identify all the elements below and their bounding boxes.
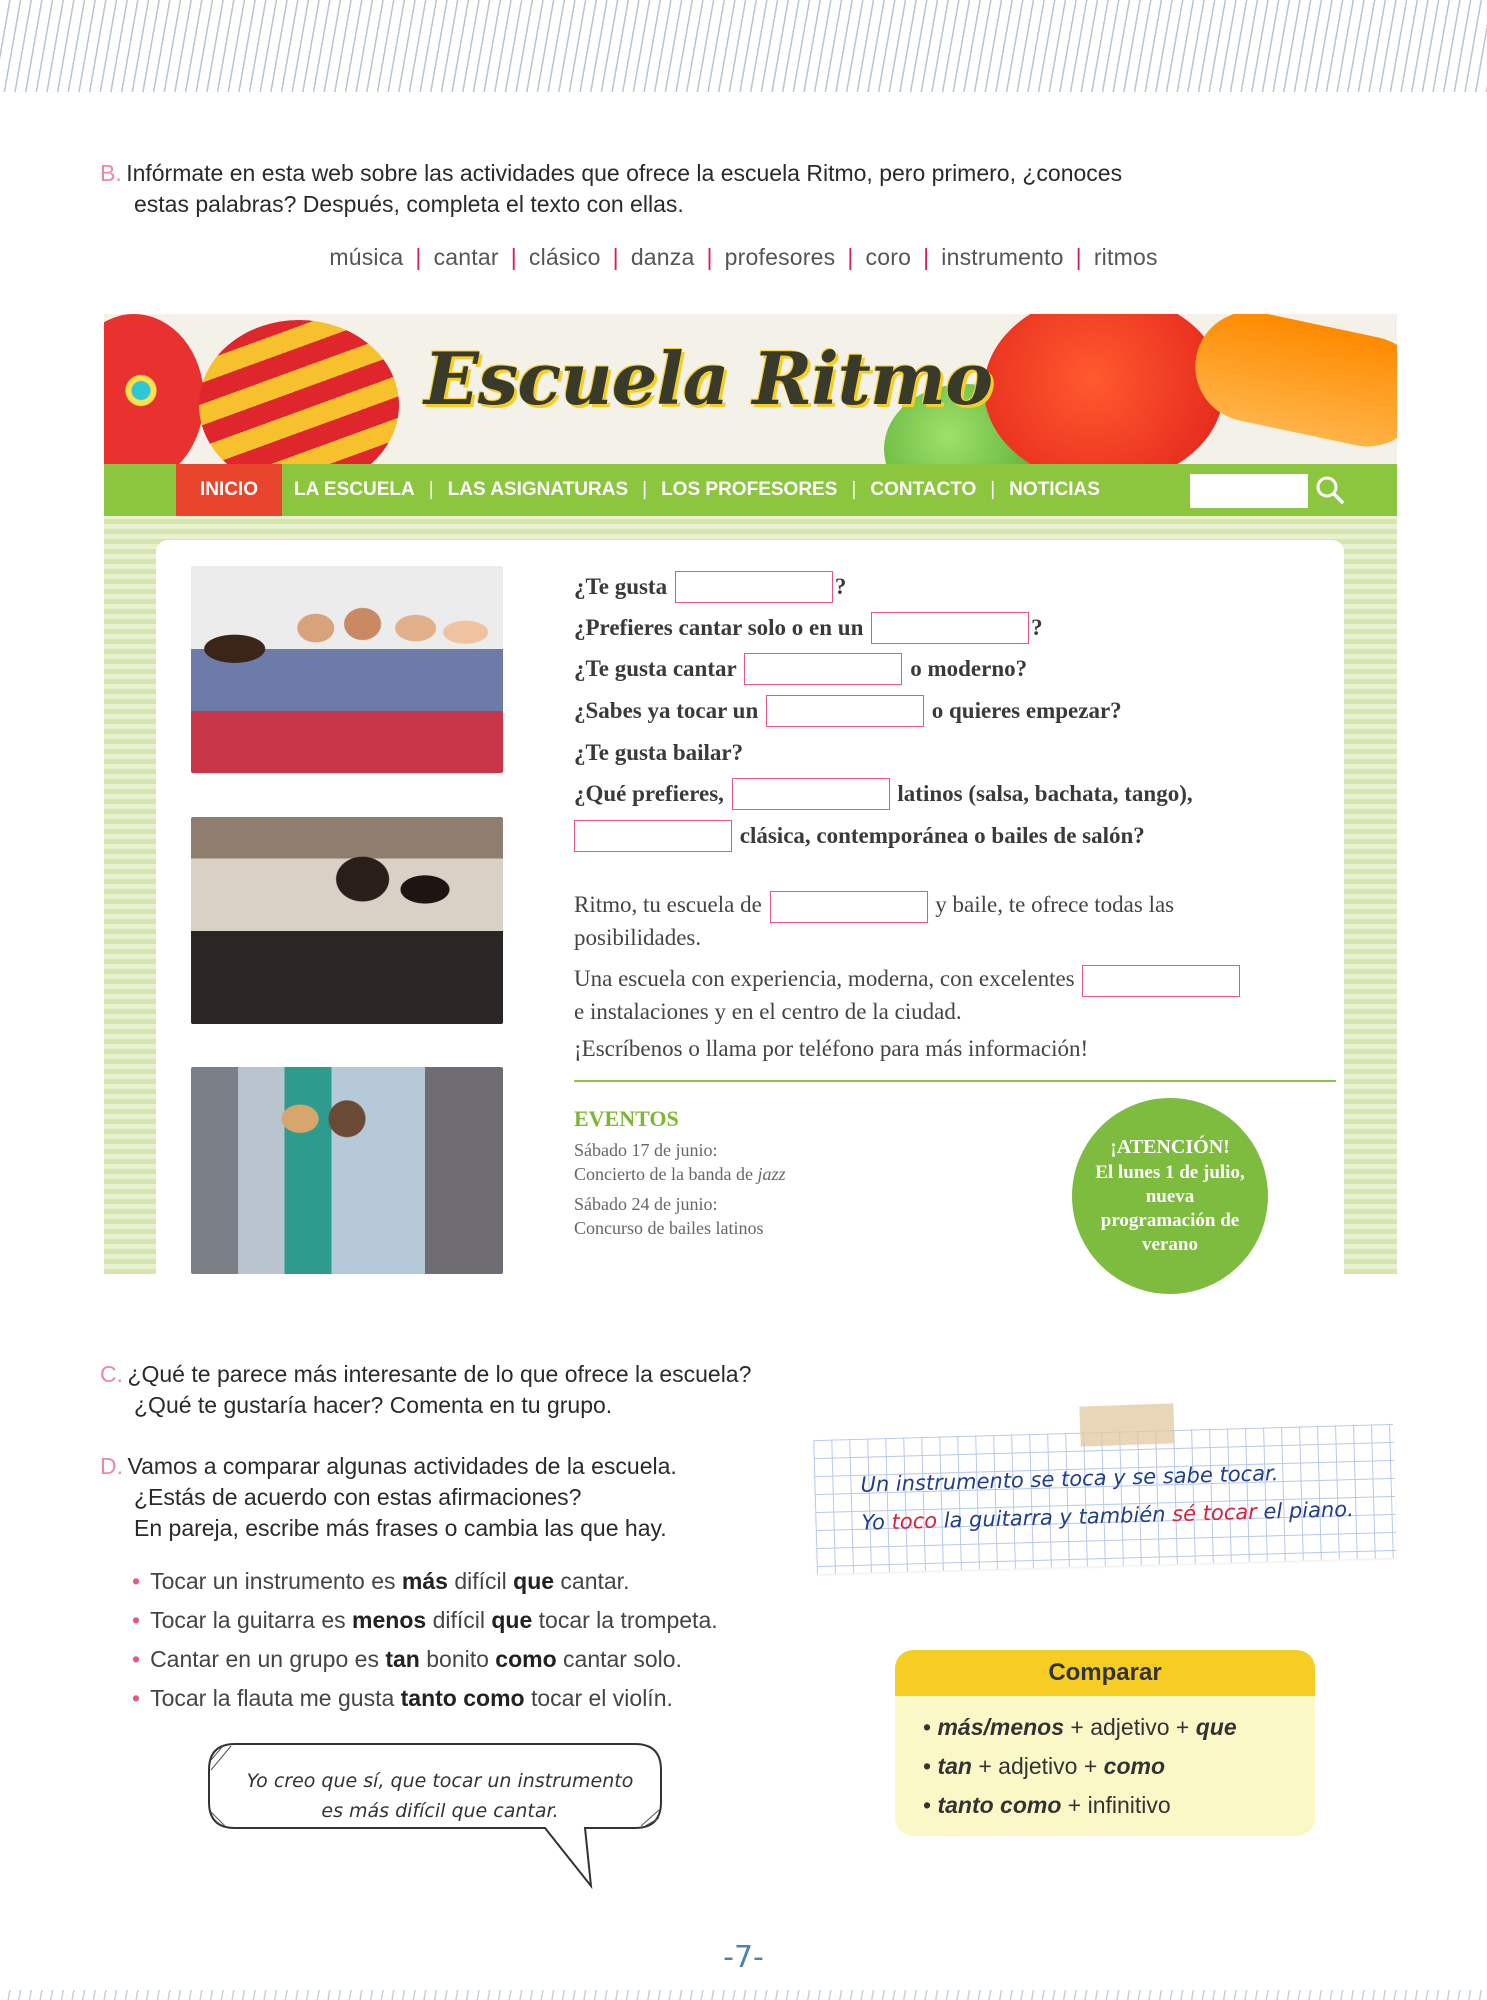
top-hatch-border [0,0,1487,92]
section-d-line2: ¿Estás de acuerdo con estas afirmaciones? [134,1484,582,1510]
section-letter-b: B. [100,160,122,186]
nav-item-noticias[interactable]: NOTICIAS [1009,479,1100,500]
website-mockup [104,314,1397,1274]
word-bank-separator: | [923,244,930,270]
event-1 [574,1138,785,1186]
section-c-line2: ¿Qué te gustaría hacer? Comenta en tu grupo. [134,1392,613,1418]
question-text: o moderno? [910,656,1028,681]
nav-item-la-escuela[interactable]: LA ESCUELA [294,479,415,500]
paragraph-text: y baile, te ofrece todas las [935,892,1175,917]
word-bank-item: música [329,244,404,270]
list-item: • Cantar en un grupo es tan bonito como cantar solo. [132,1646,682,1672]
comparar-rule: • tan + adjetivo + como [923,1753,1165,1779]
question-text: ¿Te gusta cantar [574,656,737,681]
word-bank-separator: | [847,244,854,270]
site-logo: Escuela Ritmo [424,336,993,421]
word-bank-item: cantar [433,244,499,270]
word-bank-item: coro [865,244,912,270]
dance-class-photo [191,1067,503,1274]
site-navbar [104,464,1397,516]
word-bank-separator: | [706,244,713,270]
nav-separator: | [428,479,434,500]
list-item: • Tocar la flauta me gusta tanto como tocar el violín. [132,1685,673,1711]
question-text: o quieres empezar? [931,698,1122,723]
answer-blank[interactable] [766,695,924,727]
list-item: • Tocar un instrumento es más difícil que cantar. [132,1568,630,1594]
answer-blank[interactable] [675,571,833,603]
word-bank-item: profesores [724,244,836,270]
nav-item-los-profesores[interactable]: LOS PROFESORES [661,479,838,500]
answer-blank[interactable] [770,891,928,923]
word-bank-separator: | [612,244,619,270]
attention-badge [1072,1098,1268,1294]
comparison-statements [132,1562,718,1718]
question-text: latinos (salsa, bachata, tango), [897,781,1193,806]
question-1 [574,570,846,604]
answer-blank[interactable] [871,612,1029,644]
bottom-hatch-border [0,1990,1487,2000]
site-search-input[interactable] [1190,474,1308,508]
maraca-image [199,320,399,464]
answer-blank[interactable] [1082,965,1240,997]
event-2 [574,1192,763,1240]
comparar-grammar-box [895,1650,1315,1836]
question-4 [574,694,1122,728]
site-content-card [156,540,1344,1274]
note-line: Yo toco la guitarra y también sé tocar el piano. [861,1497,1355,1535]
word-bank-item: instrumento [941,244,1064,270]
event-date: Sábado 24 de junio: [574,1194,718,1214]
paragraph-text: Ritmo, tu escuela de [574,892,762,917]
answer-blank[interactable] [732,778,890,810]
nav-item-contacto[interactable]: CONTACTO [870,479,977,500]
word-bank [0,244,1487,271]
maraca-image [984,314,1224,464]
question-text: ? [1031,615,1043,640]
paragraph-intro [574,890,1334,952]
nav-item-las-asignaturas[interactable]: LAS ASIGNATURAS [447,479,629,500]
choir-photo [191,566,503,773]
paragraph-contact: ¡Escríbenos o llama por teléfono para más información! [574,1036,1089,1061]
grid-note [813,1424,1397,1574]
paragraph-text: Una escuela con experiencia, moderna, con excelentes [574,966,1075,991]
question-7 [574,819,1145,853]
event-date: Sábado 17 de junio: [574,1140,718,1160]
tape-strip [1079,1403,1174,1446]
word-bank-separator: | [510,244,517,270]
question-text: ¿Qué prefieres, [574,781,724,806]
comparar-rule: • más/menos + adjetivo + que [923,1714,1237,1740]
bullet-icon: • [132,1568,141,1594]
comparar-title: Comparar [895,1650,1315,1696]
bullet-icon: • [132,1607,141,1633]
maraca-image [104,314,204,464]
speech-bubble-text [230,1766,650,1826]
paragraph-text: e instalaciones y en el centro de la ciudad. [574,998,962,1024]
event-description: Concurso de bailes latinos [574,1218,764,1238]
paragraph-school [574,964,1334,1026]
list-item: • Tocar la guitarra es menos difícil que tocar la trompeta. [132,1607,718,1633]
paragraph-text: posibilidades. [574,924,702,950]
section-d-line1: Vamos a comparar algunas actividades de la escuela. [127,1453,677,1479]
question-2 [574,611,1043,645]
section-letter-d: D. [100,1453,123,1479]
page-number: -7- [723,1940,764,1975]
section-letter-c: C. [100,1361,123,1387]
maraca-image [1185,314,1397,457]
section-b-line2: estas palabras? Después, completa el texto con ellas. [134,191,684,217]
search-icon[interactable] [1312,472,1348,508]
nav-item-inicio[interactable]: INICIO [176,464,282,516]
section-c-line1: ¿Qué te parece más interesante de lo que ofrece la escuela? [127,1361,752,1387]
badge-title: ¡ATENCIÓN! [1110,1135,1230,1158]
section-c-instructions [100,1358,751,1390]
word-bank-item: danza [630,244,695,270]
speech-bubble-line: es más difícil que cantar. [321,1800,559,1822]
nav-separator: | [851,479,857,500]
section-b-instructions [100,157,1122,189]
eventos-title: EVENTOS [574,1106,679,1131]
bullet-icon: • [132,1685,141,1711]
event-desc-italic: jazz [757,1164,786,1184]
bullet-icon: • [132,1646,141,1672]
speech-bubble-line: Yo creo que sí, que tocar un instrumento [246,1770,634,1792]
section-d-instructions [100,1450,677,1482]
answer-blank[interactable] [574,820,732,852]
question-text: ¿Sabes ya tocar un [574,698,759,723]
comparar-rule: • tanto como + infinitivo [923,1792,1171,1818]
question-text: clásica, contemporánea o bailes de salón? [739,823,1145,848]
section-b-line1: Infórmate en esta web sobre las actividades que ofrece la escuela Ritmo, pero primero, ¿conoces [126,160,1123,186]
nav-items [294,464,1100,516]
nav-separator: | [642,479,648,500]
question-5: ¿Te gusta bailar? [574,740,744,765]
section-d-line3: En pareja, escribe más frases o cambia las que hay. [134,1515,667,1541]
divider [574,1080,1336,1082]
question-text: ¿Te gusta [574,574,668,599]
word-bank-separator: | [415,244,422,270]
badge-body: El lunes 1 de julio, nueva programación de verano [1095,1161,1245,1255]
answer-blank[interactable] [744,653,902,685]
word-bank-item: clásico [528,244,601,270]
site-header-banner [104,314,1397,464]
event-desc-text: Concierto de la banda de [574,1164,753,1184]
question-text: ? [834,574,847,599]
event-description [574,1162,785,1186]
question-6 [574,777,1193,811]
note-line: Un instrumento se toca y se sabe tocar. [860,1461,1279,1497]
question-3 [574,652,1027,686]
word-bank-item: ritmos [1093,244,1158,270]
word-bank-separator: | [1075,244,1082,270]
nav-separator: | [990,479,996,500]
piano-lesson-photo [191,817,503,1024]
question-text: ¿Prefieres cantar solo o en un [574,615,864,640]
